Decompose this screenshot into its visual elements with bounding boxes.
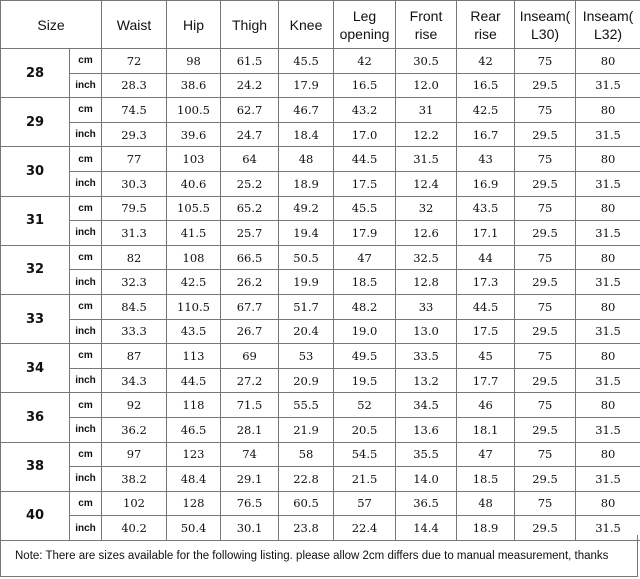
measurement-cell: 36.2 — [102, 417, 167, 442]
measurement-cell: 80 — [576, 147, 640, 172]
measurement-cell: 43.5 — [457, 196, 515, 221]
measurement-cell: 34.5 — [396, 393, 457, 418]
measurement-cell: 12.0 — [396, 73, 457, 98]
measurement-cell: 42.5 — [457, 98, 515, 123]
size-label: 33 — [1, 294, 70, 343]
measurement-cell: 31.5 — [576, 270, 640, 295]
unit-label: cm — [70, 442, 102, 467]
measurement-cell: 51.7 — [279, 294, 334, 319]
measurement-cell: 34.3 — [102, 368, 167, 393]
col-header-hip: Hip — [167, 1, 221, 49]
measurement-cell: 23.8 — [279, 516, 334, 541]
measurement-cell: 87 — [102, 344, 167, 369]
measurement-cell: 102 — [102, 491, 167, 516]
measurement-cell: 12.8 — [396, 270, 457, 295]
col-header-waist: Waist — [102, 1, 167, 49]
col-header-inseam-l32: Inseam( L32) — [576, 1, 640, 49]
measurement-cell: 17.5 — [334, 171, 396, 196]
measurement-cell: 76.5 — [221, 491, 279, 516]
table-row — [1, 196, 640, 221]
measurement-cell: 17.9 — [334, 221, 396, 246]
measurement-cell: 48.2 — [334, 294, 396, 319]
unit-label: inch — [70, 221, 102, 246]
measurement-cell: 80 — [576, 49, 640, 74]
measurement-cell: 80 — [576, 294, 640, 319]
measurement-cell: 69 — [221, 344, 279, 369]
measurement-cell: 32 — [396, 196, 457, 221]
measurement-cell: 40.2 — [102, 516, 167, 541]
unit-label: cm — [70, 98, 102, 123]
measurement-cell: 128 — [167, 491, 221, 516]
measurement-cell: 40.6 — [167, 171, 221, 196]
measurement-cell: 79.5 — [102, 196, 167, 221]
measurement-cell: 52 — [334, 393, 396, 418]
measurement-cell: 21.9 — [279, 417, 334, 442]
table-row — [1, 344, 640, 369]
measurement-cell: 33 — [396, 294, 457, 319]
measurement-cell: 28.1 — [221, 417, 279, 442]
measurement-cell: 31.5 — [396, 147, 457, 172]
measurement-cell: 80 — [576, 98, 640, 123]
measurement-cell: 113 — [167, 344, 221, 369]
measurement-cell: 16.7 — [457, 122, 515, 147]
col-header-knee: Knee — [279, 1, 334, 49]
unit-label: cm — [70, 196, 102, 221]
table-row — [1, 98, 640, 123]
measurement-cell: 61.5 — [221, 49, 279, 74]
measurement-cell: 12.6 — [396, 221, 457, 246]
measurement-cell: 84.5 — [102, 294, 167, 319]
measurement-cell: 75 — [515, 294, 576, 319]
measurement-cell: 48 — [457, 491, 515, 516]
measurement-cell: 24.7 — [221, 122, 279, 147]
measurement-cell: 44 — [457, 245, 515, 270]
measurement-cell: 43 — [457, 147, 515, 172]
measurement-cell: 12.2 — [396, 122, 457, 147]
measurement-cell: 26.2 — [221, 270, 279, 295]
measurement-cell: 57 — [334, 491, 396, 516]
measurement-cell: 123 — [167, 442, 221, 467]
table-row — [1, 417, 640, 442]
unit-label: inch — [70, 171, 102, 196]
measurement-cell: 50.5 — [279, 245, 334, 270]
measurement-cell: 31.5 — [576, 417, 640, 442]
measurement-cell: 31.5 — [576, 73, 640, 98]
size-label: 34 — [1, 344, 70, 393]
col-header-inseam-l30: Inseam( L30) — [515, 1, 576, 49]
table-row — [1, 442, 640, 467]
unit-label: cm — [70, 147, 102, 172]
measurement-cell: 31 — [396, 98, 457, 123]
measurement-cell: 53 — [279, 344, 334, 369]
measurement-cell: 108 — [167, 245, 221, 270]
measurement-cell: 16.5 — [457, 73, 515, 98]
measurement-cell: 66.5 — [221, 245, 279, 270]
measurement-cell: 30.3 — [102, 171, 167, 196]
unit-label: inch — [70, 270, 102, 295]
measurement-cell: 17.9 — [279, 73, 334, 98]
measurement-cell: 44.5 — [334, 147, 396, 172]
table-row — [1, 491, 640, 516]
measurement-cell: 17.7 — [457, 368, 515, 393]
measurement-cell: 19.0 — [334, 319, 396, 344]
measurement-cell: 29.5 — [515, 467, 576, 492]
measurement-cell: 14.0 — [396, 467, 457, 492]
measurement-cell: 47 — [457, 442, 515, 467]
measurement-cell: 24.2 — [221, 73, 279, 98]
measurement-cell: 103 — [167, 147, 221, 172]
measurement-cell: 18.5 — [334, 270, 396, 295]
size-label: 31 — [1, 196, 70, 245]
measurement-cell: 75 — [515, 98, 576, 123]
measurement-cell: 49.5 — [334, 344, 396, 369]
measurement-cell: 19.9 — [279, 270, 334, 295]
measurement-cell: 13.0 — [396, 319, 457, 344]
size-label: 36 — [1, 393, 70, 442]
measurement-cell: 31.5 — [576, 368, 640, 393]
measurement-cell: 12.4 — [396, 171, 457, 196]
measurement-cell: 20.4 — [279, 319, 334, 344]
measurement-cell: 25.2 — [221, 171, 279, 196]
table-row — [1, 147, 640, 172]
measurement-cell: 26.7 — [221, 319, 279, 344]
measurement-cell: 31.5 — [576, 171, 640, 196]
measurement-cell: 65.2 — [221, 196, 279, 221]
measurement-cell: 42 — [457, 49, 515, 74]
size-label: 29 — [1, 98, 70, 147]
measurement-cell: 31.3 — [102, 221, 167, 246]
measurement-cell: 28.3 — [102, 73, 167, 98]
measurement-cell: 29.5 — [515, 171, 576, 196]
measurement-cell: 22.8 — [279, 467, 334, 492]
table-row — [1, 393, 640, 418]
unit-label: inch — [70, 368, 102, 393]
measurement-cell: 50.4 — [167, 516, 221, 541]
unit-label: cm — [70, 294, 102, 319]
table-row — [1, 245, 640, 270]
measurement-cell: 75 — [515, 147, 576, 172]
measurement-cell: 110.5 — [167, 294, 221, 319]
measurement-cell: 74 — [221, 442, 279, 467]
measurement-cell: 22.4 — [334, 516, 396, 541]
measurement-cell: 29.5 — [515, 319, 576, 344]
measurement-cell: 17.0 — [334, 122, 396, 147]
measurement-cell: 44.5 — [457, 294, 515, 319]
measurement-cell: 33.3 — [102, 319, 167, 344]
measurement-cell: 29.3 — [102, 122, 167, 147]
measurement-cell: 46.7 — [279, 98, 334, 123]
measurement-cell: 32.3 — [102, 270, 167, 295]
measurement-cell: 17.3 — [457, 270, 515, 295]
measurement-cell: 16.9 — [457, 171, 515, 196]
measurement-cell: 29.5 — [515, 122, 576, 147]
measurement-cell: 97 — [102, 442, 167, 467]
measurement-cell: 48.4 — [167, 467, 221, 492]
measurement-cell: 19.4 — [279, 221, 334, 246]
measurement-cell: 38.2 — [102, 467, 167, 492]
size-header: Size — [1, 1, 102, 49]
table-row — [1, 467, 640, 492]
measurement-cell: 75 — [515, 491, 576, 516]
measurement-cell: 75 — [515, 245, 576, 270]
unit-label: cm — [70, 344, 102, 369]
measurement-cell: 16.5 — [334, 73, 396, 98]
measurement-cell: 18.5 — [457, 467, 515, 492]
measurement-cell: 80 — [576, 393, 640, 418]
size-label: 40 — [1, 491, 70, 540]
measurement-cell: 43.2 — [334, 98, 396, 123]
col-header-leg-opening: Leg opening — [334, 1, 396, 49]
measurement-cell: 75 — [515, 49, 576, 74]
unit-label: inch — [70, 516, 102, 541]
measurement-cell: 45 — [457, 344, 515, 369]
header-row — [1, 1, 640, 49]
measurement-cell: 62.7 — [221, 98, 279, 123]
measurement-cell: 80 — [576, 196, 640, 221]
table-row — [1, 171, 640, 196]
measurement-cell: 17.1 — [457, 221, 515, 246]
table-row — [1, 73, 640, 98]
measurement-cell: 42 — [334, 49, 396, 74]
measurement-cell: 48 — [279, 147, 334, 172]
measurement-cell: 80 — [576, 442, 640, 467]
measurement-cell: 92 — [102, 393, 167, 418]
measurement-cell: 31.5 — [576, 319, 640, 344]
measurement-cell: 77 — [102, 147, 167, 172]
table-row — [1, 122, 640, 147]
table-row — [1, 270, 640, 295]
measurement-cell: 46 — [457, 393, 515, 418]
unit-label: inch — [70, 417, 102, 442]
measurement-cell: 58 — [279, 442, 334, 467]
measurement-cell: 74.5 — [102, 98, 167, 123]
measurement-cell: 13.6 — [396, 417, 457, 442]
measurement-cell: 71.5 — [221, 393, 279, 418]
measurement-cell: 54.5 — [334, 442, 396, 467]
measurement-cell: 118 — [167, 393, 221, 418]
col-header-front-rise: Front rise — [396, 1, 457, 49]
size-label: 32 — [1, 245, 70, 294]
unit-label: cm — [70, 245, 102, 270]
measurement-cell: 29.5 — [515, 270, 576, 295]
measurement-cell: 80 — [576, 344, 640, 369]
measurement-cell: 29.5 — [515, 73, 576, 98]
measurement-cell: 30.1 — [221, 516, 279, 541]
measurement-cell: 13.2 — [396, 368, 457, 393]
measurement-cell: 38.6 — [167, 73, 221, 98]
measurement-cell: 36.5 — [396, 491, 457, 516]
note-text: Note: There are sizes available for the following listing. please allow 2cm differs due to manual measurement, thanks — [0, 535, 638, 577]
unit-label: cm — [70, 49, 102, 74]
unit-label: inch — [70, 122, 102, 147]
measurement-cell: 72 — [102, 49, 167, 74]
measurement-cell: 47 — [334, 245, 396, 270]
measurement-cell: 75 — [515, 442, 576, 467]
measurement-cell: 42.5 — [167, 270, 221, 295]
measurement-cell: 82 — [102, 245, 167, 270]
measurement-cell: 18.9 — [279, 171, 334, 196]
measurement-cell: 33.5 — [396, 344, 457, 369]
unit-label: cm — [70, 393, 102, 418]
measurement-cell: 100.5 — [167, 98, 221, 123]
table-row — [1, 368, 640, 393]
measurement-cell: 43.5 — [167, 319, 221, 344]
measurement-cell: 31.5 — [576, 467, 640, 492]
measurement-cell: 29.5 — [515, 417, 576, 442]
col-header-thigh: Thigh — [221, 1, 279, 49]
measurement-cell: 67.7 — [221, 294, 279, 319]
measurement-cell: 27.2 — [221, 368, 279, 393]
measurement-cell: 46.5 — [167, 417, 221, 442]
measurement-cell: 31.5 — [576, 122, 640, 147]
measurement-cell: 80 — [576, 245, 640, 270]
measurement-cell: 18.1 — [457, 417, 515, 442]
measurement-cell: 75 — [515, 344, 576, 369]
size-label: 28 — [1, 49, 70, 98]
measurement-cell: 39.6 — [167, 122, 221, 147]
measurement-cell: 44.5 — [167, 368, 221, 393]
measurement-cell: 55.5 — [279, 393, 334, 418]
measurement-cell: 14.4 — [396, 516, 457, 541]
measurement-cell: 29.5 — [515, 221, 576, 246]
measurement-cell: 32.5 — [396, 245, 457, 270]
measurement-cell: 18.9 — [457, 516, 515, 541]
measurement-cell: 75 — [515, 196, 576, 221]
table-body — [1, 49, 640, 541]
unit-label: inch — [70, 467, 102, 492]
measurement-cell: 45.5 — [334, 196, 396, 221]
measurement-cell: 29.1 — [221, 467, 279, 492]
unit-label: inch — [70, 319, 102, 344]
measurement-cell: 60.5 — [279, 491, 334, 516]
measurement-cell: 80 — [576, 491, 640, 516]
measurement-cell: 17.5 — [457, 319, 515, 344]
measurement-cell: 45.5 — [279, 49, 334, 74]
measurement-cell: 19.5 — [334, 368, 396, 393]
measurement-cell: 41.5 — [167, 221, 221, 246]
measurement-cell: 25.7 — [221, 221, 279, 246]
measurement-cell: 98 — [167, 49, 221, 74]
table-row — [1, 49, 640, 74]
measurement-cell: 29.5 — [515, 368, 576, 393]
measurement-cell: 64 — [221, 147, 279, 172]
size-label: 38 — [1, 442, 70, 491]
measurement-cell: 35.5 — [396, 442, 457, 467]
col-header-rear-rise: Rear rise — [457, 1, 515, 49]
unit-label: inch — [70, 73, 102, 98]
measurement-cell: 30.5 — [396, 49, 457, 74]
unit-label: cm — [70, 491, 102, 516]
size-label: 30 — [1, 147, 70, 196]
measurement-cell: 31.5 — [576, 516, 640, 541]
measurement-cell: 49.2 — [279, 196, 334, 221]
measurement-cell: 18.4 — [279, 122, 334, 147]
measurement-cell: 29.5 — [515, 516, 576, 541]
measurement-cell: 20.9 — [279, 368, 334, 393]
measurement-cell: 105.5 — [167, 196, 221, 221]
table-row — [1, 221, 640, 246]
measurement-cell: 20.5 — [334, 417, 396, 442]
measurement-cell: 21.5 — [334, 467, 396, 492]
table-row — [1, 319, 640, 344]
table-row — [1, 294, 640, 319]
measurement-cell: 75 — [515, 393, 576, 418]
measurement-cell: 31.5 — [576, 221, 640, 246]
